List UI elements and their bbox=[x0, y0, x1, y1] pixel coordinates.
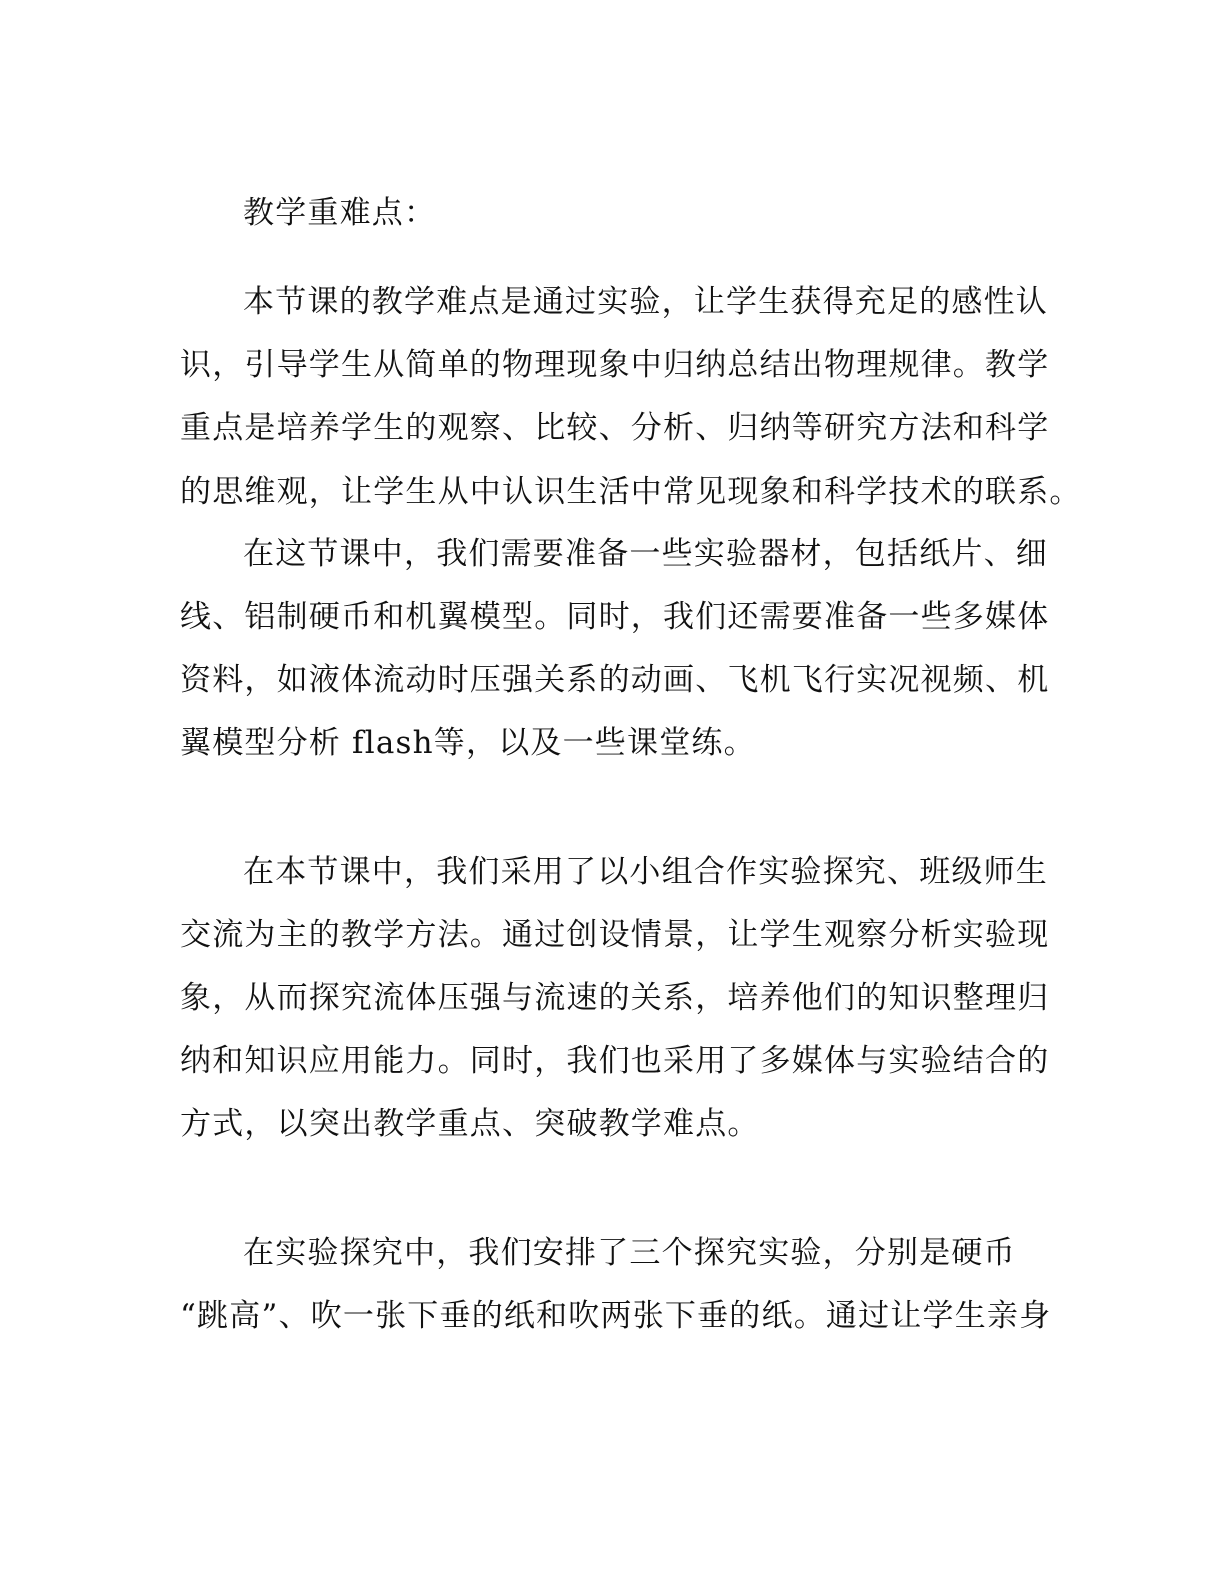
paragraph-1-line-1: 本节课的教学难点是通过实验，让学生获得充足的感性认 bbox=[243, 284, 1048, 320]
paragraph-2-line-1: 在这节课中，我们需要准备一些实验器材，包括纸片、细 bbox=[243, 536, 1048, 572]
paragraph-3-line-5: 方式，以突出教学重点、突破教学难点。 bbox=[180, 1106, 760, 1142]
paragraph-2-line-4: 翼模型分析 flash等，以及一些课堂练。 bbox=[180, 725, 756, 761]
paragraph-1-line-3: 重点是培养学生的观察、比较、分析、归纳等研究方法和科学 bbox=[180, 410, 1050, 446]
paragraph-1-line-2: 识，引导学生从简单的物理现象中归纳总结出物理规律。教学 bbox=[180, 347, 1050, 383]
paragraph-3-line-4: 纳和知识应用能力。同时，我们也采用了多媒体与实验结合的 bbox=[180, 1043, 1050, 1079]
paragraph-4-line-2: “跳高”、吹一张下垂的纸和吹两张下垂的纸。通过让学生亲身 bbox=[180, 1298, 1052, 1334]
paragraph-3-line-1: 在本节课中，我们采用了以小组合作实验探究、班级师生 bbox=[243, 854, 1048, 890]
paragraph-2-line-2: 线、铝制硬币和机翼模型。同时，我们还需要准备一些多媒体 bbox=[180, 599, 1050, 635]
paragraph-3-line-3: 象，从而探究流体压强与流速的关系，培养他们的知识整理归 bbox=[180, 980, 1050, 1016]
paragraph-4-line-1: 在实验探究中，我们安排了三个探究实验，分别是硬币 bbox=[243, 1235, 1016, 1271]
paragraph-3-line-2: 交流为主的教学方法。通过创设情景，让学生观察分析实验现 bbox=[180, 917, 1050, 953]
section-heading: 教学重难点： bbox=[243, 195, 437, 231]
paragraph-2-line-3: 资料，如液体流动时压强关系的动画、飞机飞行实况视频、机 bbox=[180, 662, 1050, 698]
paragraph-1-line-4: 的思维观，让学生从中认识生活中常见现象和科学技术的联系。 bbox=[180, 474, 1082, 510]
